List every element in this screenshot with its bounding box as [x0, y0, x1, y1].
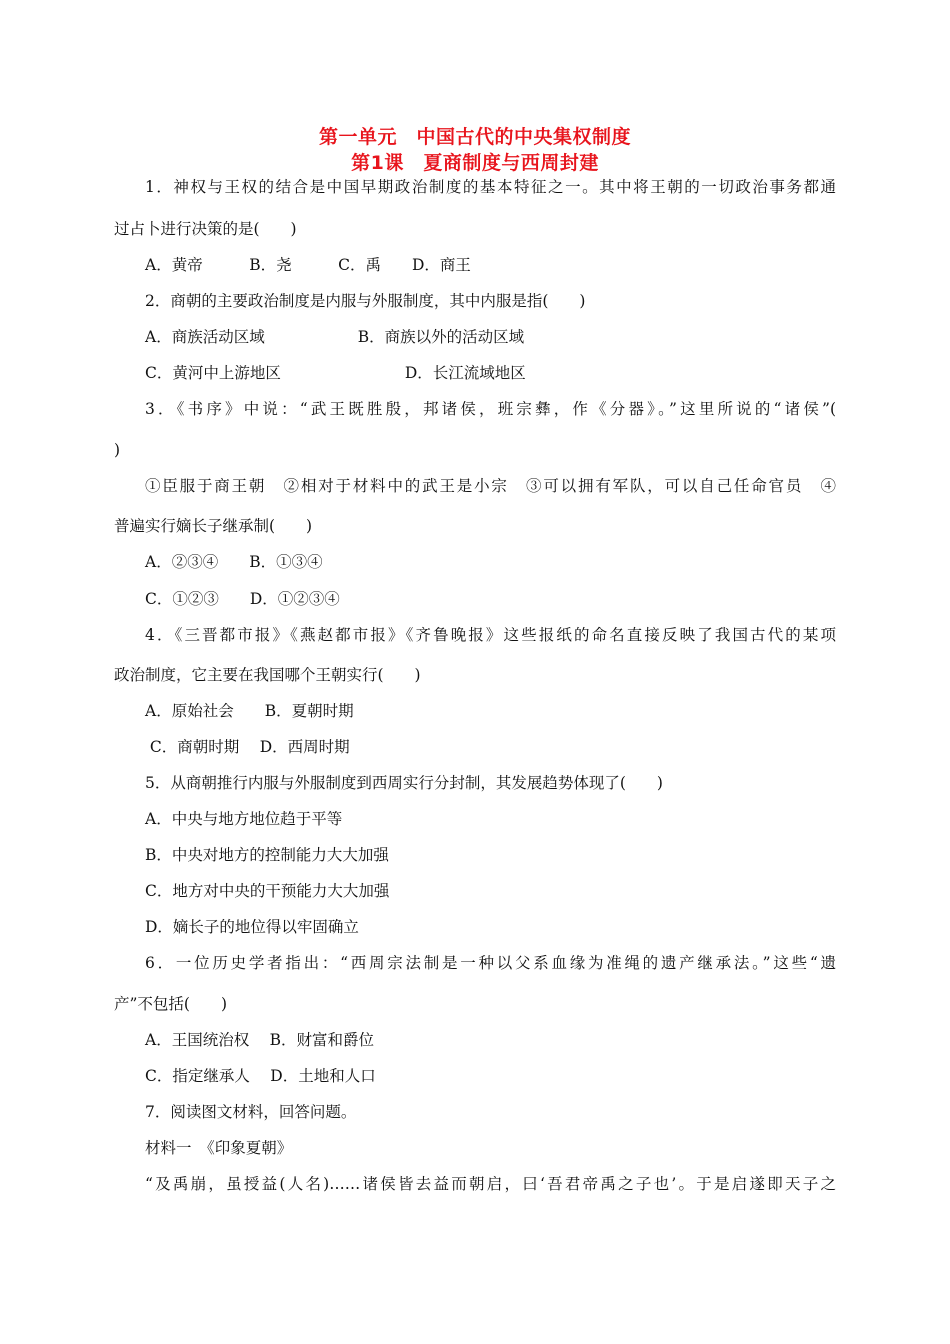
- question-5-option-b: B．中央对地方的控制能力大大加强: [145, 846, 389, 864]
- question-3-statements: ①臣服于商王朝 ②相对于材料中的武王是小宗 ③可以拥有军队，可以自己任命官员 ④: [145, 477, 836, 495]
- question-4-options-ab: A．原始社会 B．夏朝时期: [145, 702, 354, 720]
- question-4-options-cd: C．商朝时期 D．西周时期: [145, 738, 350, 756]
- lesson-title: 第1课 夏商制度与西周封建: [351, 152, 599, 174]
- question-2-options-cd: C．黄河中上游地区 D．长江流域地区: [145, 364, 526, 382]
- unit-title: 第一单元 中国古代的中央集权制度: [318, 126, 631, 148]
- question-3-statements-cont: 普遍实行嫡长子继承制( ): [114, 517, 313, 535]
- question-6-options-ab: A．王国统治权 B．财富和爵位: [145, 1031, 375, 1049]
- question-6-stem-cont: 产”不包括( ): [114, 995, 228, 1013]
- question-5-option-d: D．嫡长子的地位得以牢固确立: [145, 918, 359, 936]
- question-3-options-ab: A．②③④ B．①③④: [145, 553, 323, 571]
- question-1-stem-cont: 过占卜进行决策的是( ): [114, 220, 297, 238]
- material-1-text: “及禹崩，虽授益(人名)……诸侯皆去益而朝启，曰‘吾君帝禹之子也’。于是启遂即天子之: [145, 1175, 836, 1193]
- question-4-stem-cont: 政治制度，它主要在我国哪个王朝实行( ): [114, 666, 421, 684]
- question-1-options: A．黄帝 B．尧 C．禹 D．商王: [145, 256, 471, 274]
- material-1-heading: 材料一 《印象夏朝》: [145, 1139, 293, 1157]
- question-3-stem-cont: ): [114, 441, 121, 459]
- question-5-option-a: A．中央与地方地位趋于平等: [145, 810, 343, 828]
- question-5-stem: 5．从商朝推行内服与外服制度到西周实行分封制，其发展趋势体现了( ): [145, 774, 663, 792]
- question-6-stem: 6．一位历史学者指出：“西周宗法制是一种以父系血缘为准绳的遗产继承法。”这些“遗: [145, 954, 836, 972]
- question-1-stem: 1．神权与王权的结合是中国早期政治制度的基本特征之一。其中将王朝的一切政治事务都通: [145, 178, 836, 196]
- question-7-stem: 7．阅读图文材料，回答问题。: [145, 1103, 357, 1121]
- question-2-options-ab: A．商族活动区域 B．商族以外的活动区域: [145, 328, 525, 346]
- question-4-stem: 4．《三晋都市报》《燕赵都市报》《齐鲁晚报》这些报纸的命名直接反映了我国古代的某项: [145, 626, 836, 644]
- question-2-stem: 2．商朝的主要政治制度是内服与外服制度，其中内服是指( ): [145, 292, 586, 310]
- question-3-options-cd: C．①②③ D．①②③④: [145, 590, 340, 608]
- question-3-stem: 3．《书序》中说：“武王既胜殷，邦诸侯，班宗彝，作《分器》。”这里所说的“诸侯”(: [145, 400, 836, 418]
- question-6-options-cd: C．指定继承人 D．土地和人口: [145, 1067, 376, 1085]
- question-5-option-c: C．地方对中央的干预能力大大加强: [145, 882, 390, 900]
